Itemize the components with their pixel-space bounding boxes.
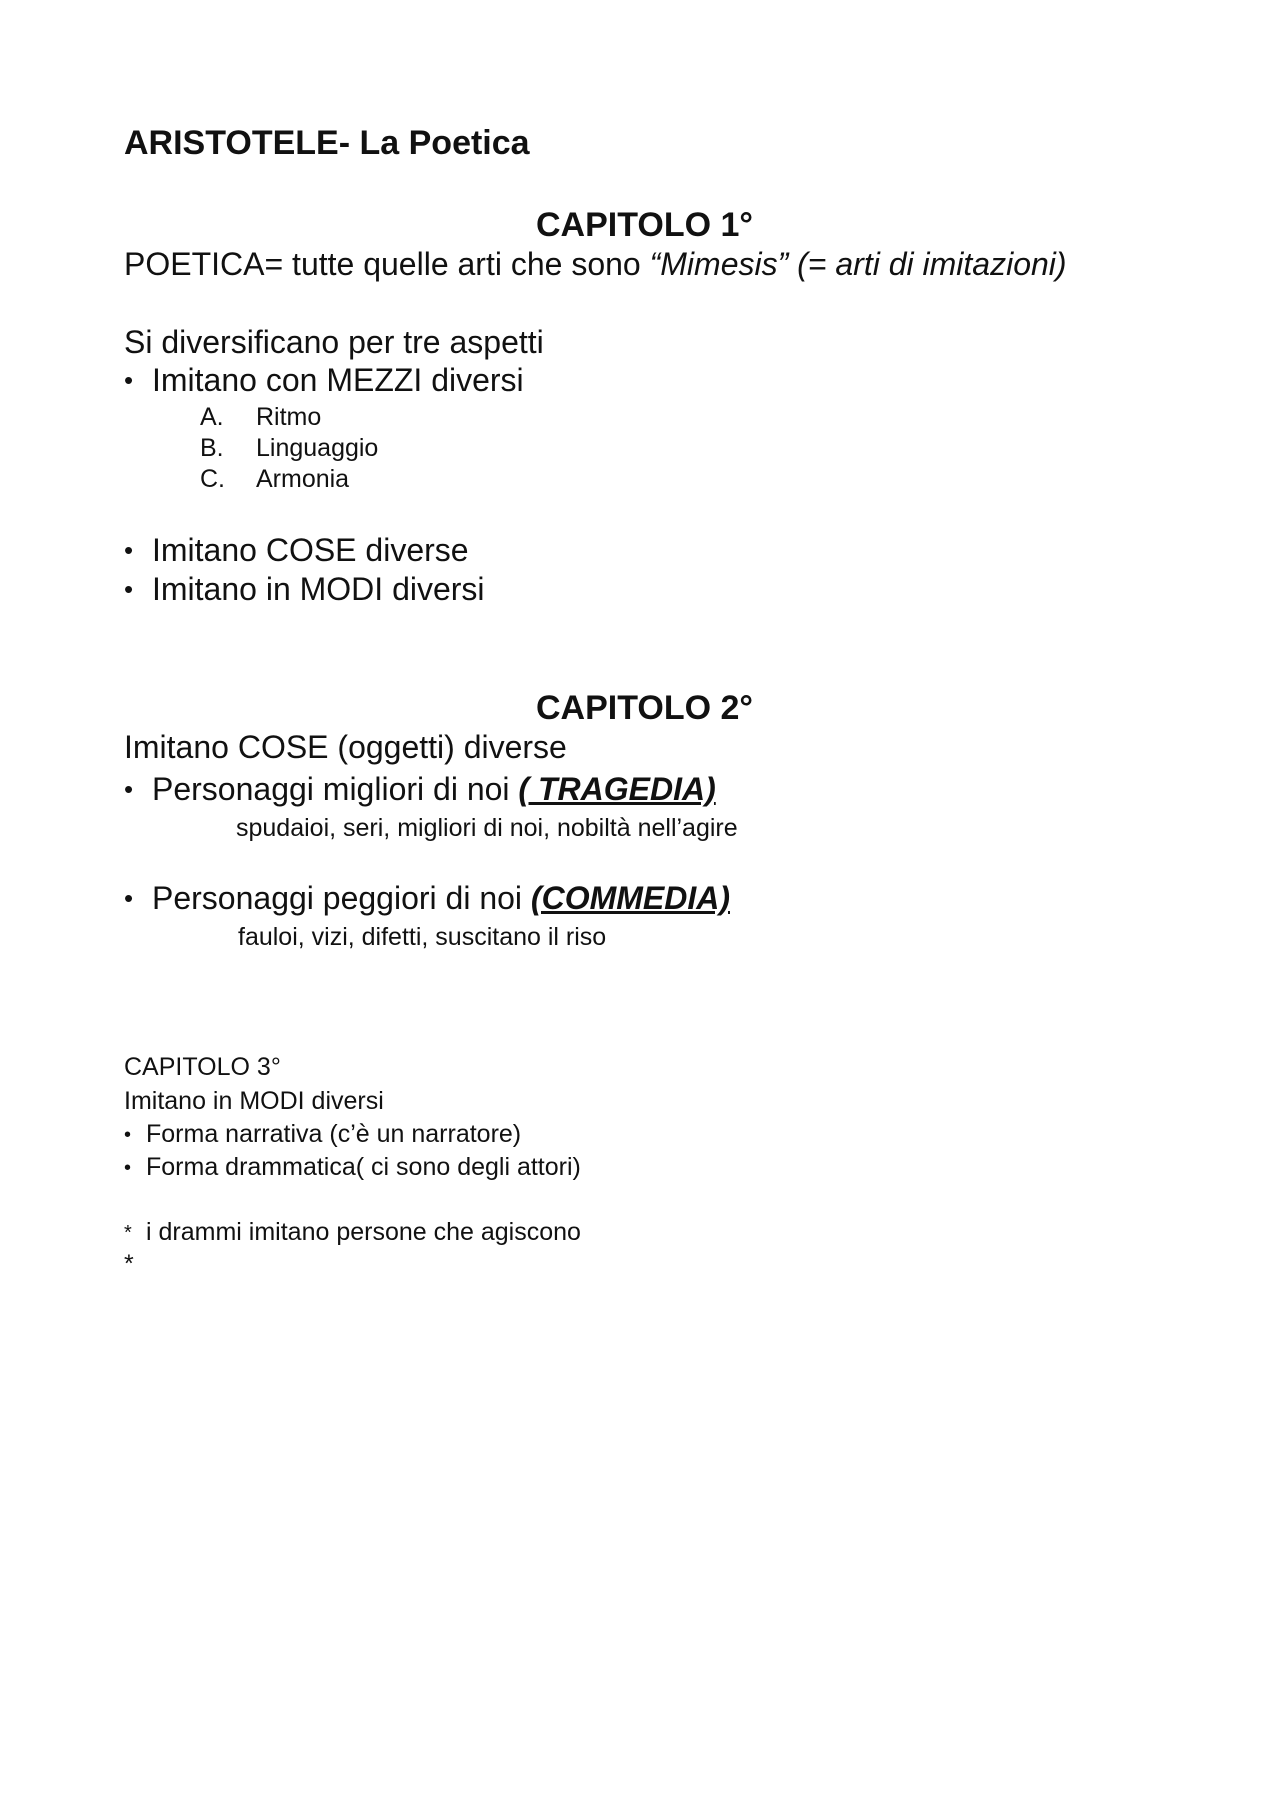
mezzi-item-linguaggio (200, 434, 378, 463)
commedia-label: (COMMEDIA) (530, 880, 730, 916)
chapter-1-intro: Si diversificano per tre aspetti (124, 324, 544, 360)
bullet-icon: • (124, 574, 134, 604)
bullet-mezzi-label: Imitano con MEZZI diversi (152, 362, 524, 398)
bullet-mezzi (124, 362, 524, 399)
list-letter: C. (200, 465, 225, 493)
document-title: ARISTOTELE- La Poetica (124, 124, 530, 162)
chapter-3-intro: Imitano in MODI diversi (124, 1087, 384, 1115)
bullet-cose-label: Imitano COSE diverse (152, 532, 469, 568)
chapter-3-heading: CAPITOLO 3° (124, 1053, 281, 1081)
bullet-modi (124, 571, 485, 608)
definition-mimesis: “Mimesis” (= arti di imitazioni) (649, 246, 1067, 282)
asterisk-marker: * (124, 1250, 134, 1278)
chapter-2-heading: CAPITOLO 2° (536, 689, 753, 727)
definition-prefix: POETICA= tutte quelle arti che sono (124, 246, 650, 282)
bullet-icon: • (124, 1157, 132, 1179)
list-label: Armonia (256, 465, 350, 493)
chapter-1-heading: CAPITOLO 1° (536, 206, 753, 244)
bullet-drammatica (124, 1153, 581, 1182)
commedia-text: Personaggi peggiori di noi (152, 880, 531, 916)
bullet-drammatica-label: Forma drammatica( ci sono degli attori) (146, 1153, 581, 1181)
bullet-narrativa-label: Forma narrativa (c’è un narratore) (146, 1120, 522, 1148)
mezzi-item-armonia (200, 465, 349, 494)
tragedia-description: spudaioi, seri, migliori di noi, nobiltà nell’agire (236, 814, 738, 842)
bullet-narrativa (124, 1120, 521, 1149)
bullet-icon: • (124, 1124, 132, 1146)
asterisk-marker: * (124, 1222, 132, 1244)
note-text: i drammi imitano persone che agiscono (146, 1218, 581, 1246)
mezzi-item-ritmo (200, 403, 321, 432)
bullet-cose (124, 532, 469, 569)
bullet-commedia (124, 880, 730, 917)
bullet-icon: • (124, 883, 134, 913)
commedia-description: fauloi, vizi, difetti, suscitano il riso (238, 923, 607, 951)
list-label: Ritmo (256, 403, 322, 431)
list-label: Linguaggio (256, 434, 379, 462)
tragedia-label: ( TRAGEDIA) (518, 771, 716, 807)
bullet-icon: • (124, 365, 134, 395)
bullet-tragedia (124, 771, 716, 808)
poetica-definition (124, 246, 1067, 283)
list-letter: A. (200, 403, 224, 431)
tragedia-text: Personaggi migliori di noi (152, 771, 519, 807)
chapter-2-intro: Imitano COSE (oggetti) diverse (124, 729, 567, 765)
note-line (124, 1218, 581, 1247)
bullet-icon: • (124, 774, 134, 804)
bullet-modi-label: Imitano in MODI diversi (152, 571, 485, 607)
bullet-icon: • (124, 535, 134, 565)
list-letter: B. (200, 434, 224, 462)
empty-note-line (124, 1250, 134, 1279)
